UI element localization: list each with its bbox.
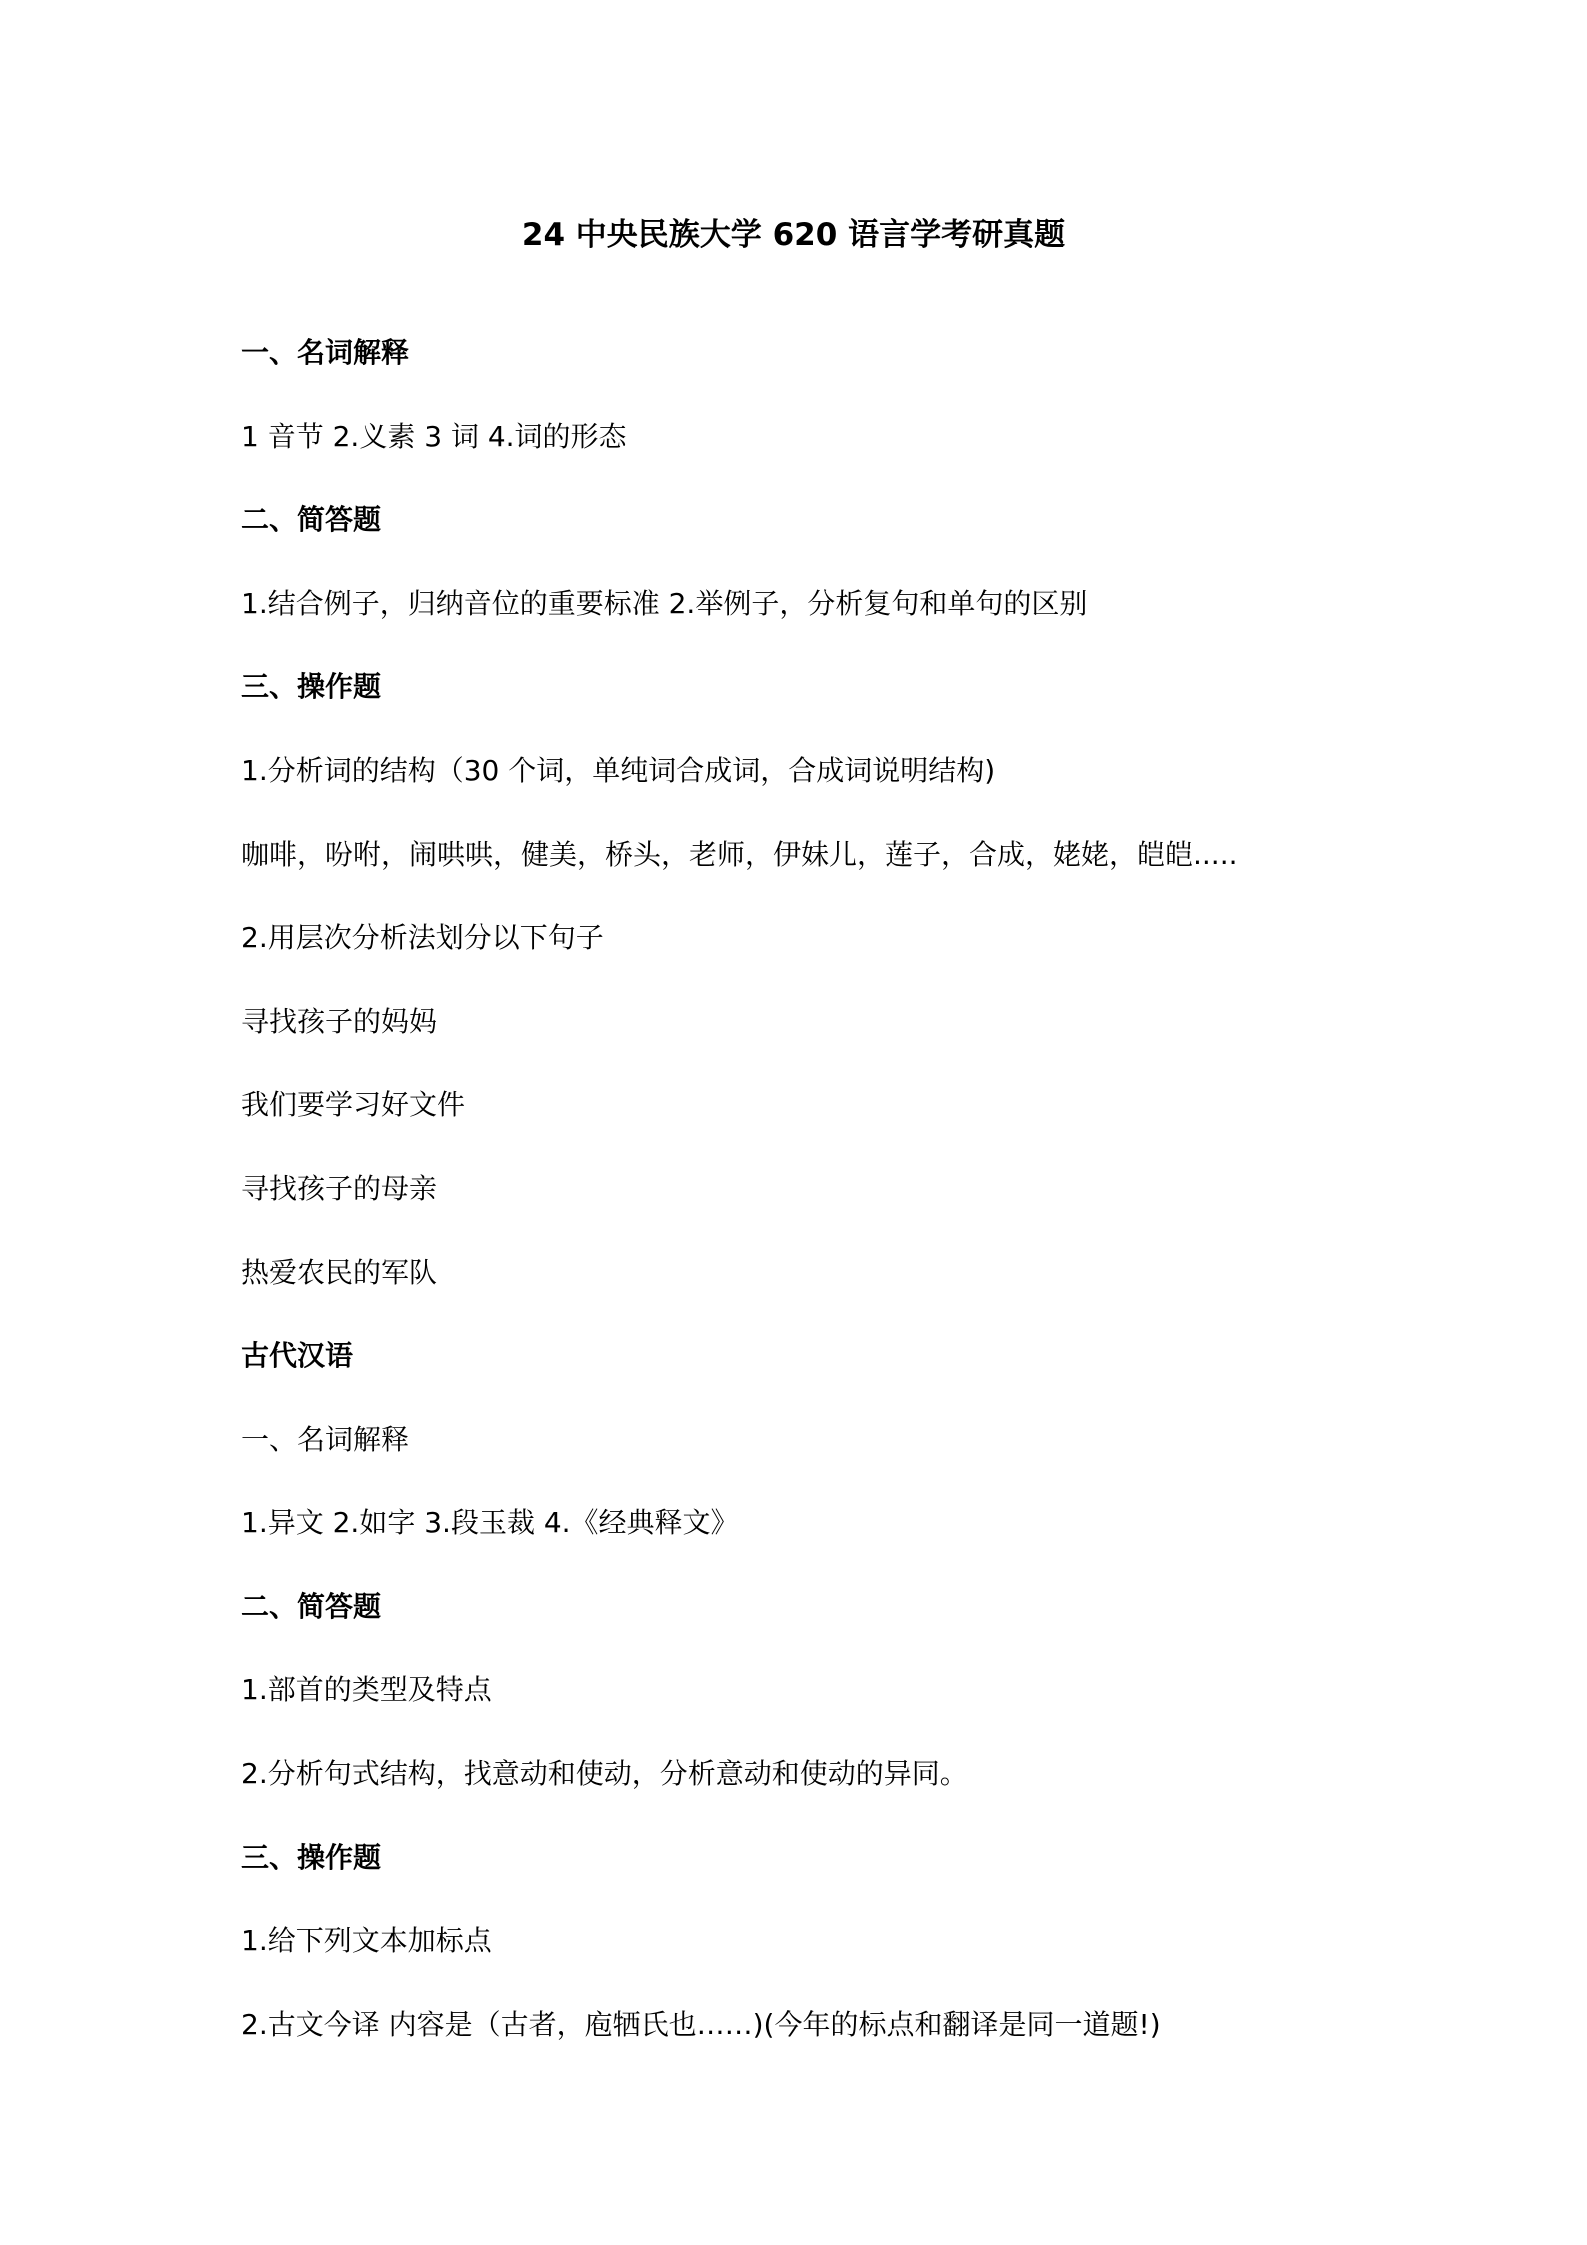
section-heading-operation: 三、操作题 — [241, 670, 382, 703]
section-heading-noun-explanation-plain: 一、名词解释 — [241, 1423, 410, 1456]
question-line: 1 音节 2.义素 3 词 4.词的形态 — [241, 420, 627, 453]
word-list-line: 咖啡，吩咐，闹哄哄，健美，桥头，老师，伊妹儿，莲子，合成，姥姥，皑皑..... — [241, 838, 1238, 871]
question-line: 2.分析句式结构，找意动和使动，分析意动和使动的异同。 — [241, 1757, 968, 1790]
section-heading-short-answer: 二、简答题 — [241, 1590, 382, 1623]
question-line: 1.部首的类型及特点 — [241, 1673, 492, 1706]
sentence-line: 寻找孩子的妈妈 — [241, 1005, 438, 1038]
sentence-line: 我们要学习好文件 — [241, 1088, 466, 1121]
section-heading-short-answer: 二、简答题 — [241, 503, 382, 536]
question-line: 1.给下列文本加标点 — [241, 1924, 492, 1957]
question-line: 1.分析词的结构（30 个词，单纯词合成词，合成词说明结构) — [241, 754, 996, 787]
question-line: 2.用层次分析法划分以下句子 — [241, 921, 604, 954]
question-line: 2.古文今译 内容是（古者，庖牺氏也……)(今年的标点和翻译是同一道题!) — [241, 2008, 1161, 2041]
section-heading-operation: 三、操作题 — [241, 1841, 382, 1874]
document-title: 24 中央民族大学 620 语言学考研真题 — [521, 217, 1066, 253]
question-line: 1.异文 2.如字 3.段玉裁 4.《经典释文》 — [241, 1506, 739, 1539]
sentence-line: 寻找孩子的母亲 — [241, 1172, 438, 1205]
sentence-line: 热爱农民的军队 — [241, 1256, 438, 1289]
part-heading-ancient-chinese: 古代汉语 — [241, 1339, 354, 1372]
question-line: 1.结合例子，归纳音位的重要标准 2.举例子，分析复句和单句的区别 — [241, 587, 1088, 620]
section-heading-noun-explanation: 一、名词解释 — [241, 336, 410, 369]
